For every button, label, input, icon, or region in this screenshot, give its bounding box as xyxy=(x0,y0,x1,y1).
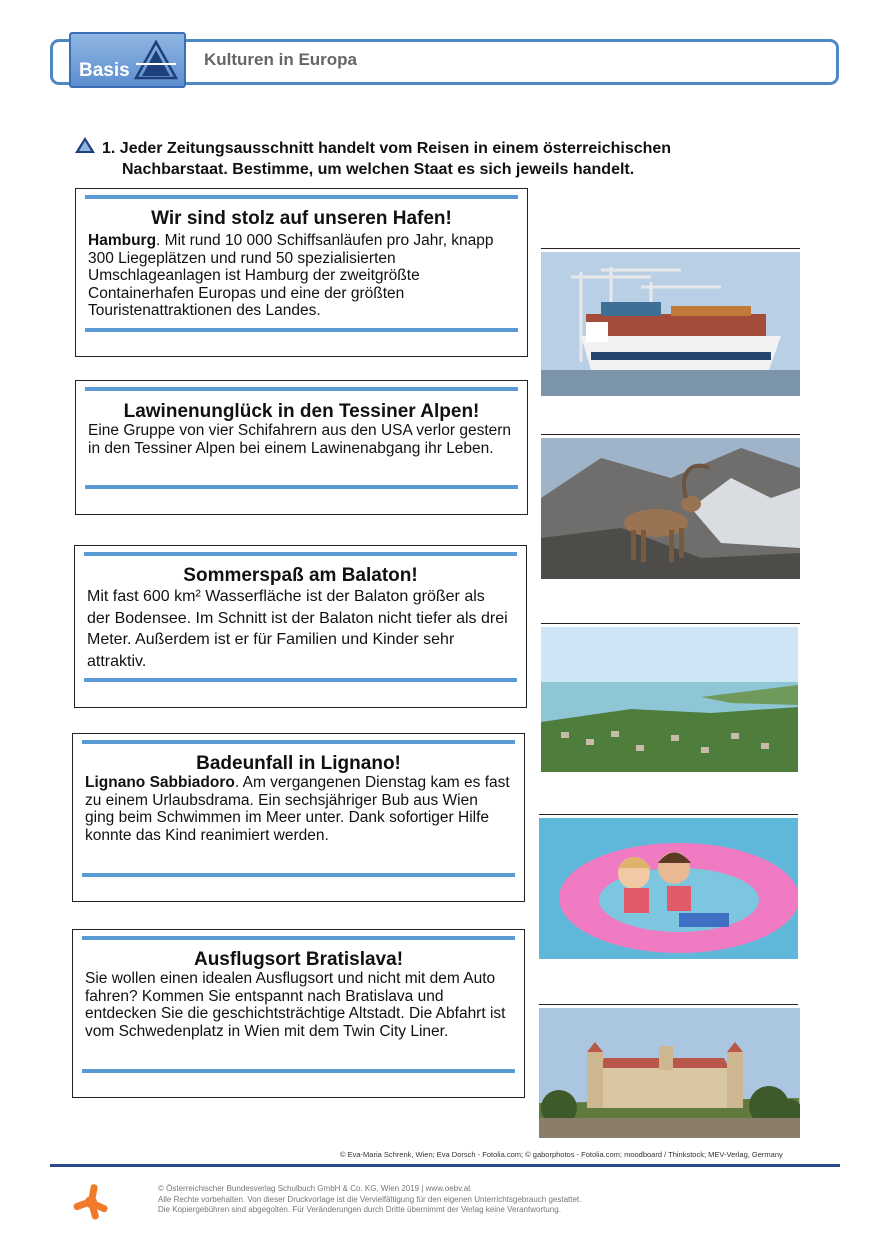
ibex-photo xyxy=(541,438,800,579)
basis-badge xyxy=(69,32,186,88)
article-headline: Badeunfall in Lignano! xyxy=(196,753,401,774)
answer-line xyxy=(539,814,798,815)
article-top-bar xyxy=(85,195,518,199)
article-bottom-bar xyxy=(85,485,518,489)
answer-line xyxy=(541,434,800,435)
article-bottom-bar xyxy=(82,873,515,877)
photo-credits: © Eva-Maria Schrenk, Wien; Eva Dorsch - Fotolia.com; © gaborphotos - Fotolia.com; moodboard / Thinkstock; MEV-Verlag, Germany xyxy=(340,1150,783,1159)
footer-rights: Alle Rechte vorbehalten. Von dieser Druckvorlage ist die Vervielfältigung für den eigenen Unterrichtsgebrauch gestattet. xyxy=(158,1194,582,1204)
page-title: Kulturen in Europa xyxy=(204,50,357,69)
container-ship-photo xyxy=(541,252,800,396)
article-body: Lignano Sabbiadoro. Am vergangenen Dienstag kam es fast zu einem Urlaubsdrama. Ein sechsjähriger Bub aus Wien ging beim Schwimmen im Meer unter. Dank sofortiger Hilfe konnte das Kind reanimiert werden. xyxy=(85,774,510,844)
basis-label: Basis xyxy=(79,60,130,81)
article-bottom-bar xyxy=(85,328,518,332)
article-top-bar xyxy=(82,936,515,940)
article-bottom-bar xyxy=(82,1069,515,1073)
article-headline: Lawinenunglück in den Tessiner Alpen! xyxy=(123,401,480,422)
task-line-2: Nachbarstaat. Bestimme, um welchen Staat es sich jeweils handelt. xyxy=(122,161,635,178)
task-number: 1. xyxy=(102,140,116,157)
article-body: Mit fast 600 km² Wasserfläche ist der Balaton größer als der Bodensee. Im Schnitt ist der Balaton nicht tiefer als drei Meter. Außerdem ist er für Familien und Kinder sehr attraktiv. xyxy=(87,588,508,670)
footer-line xyxy=(50,1164,840,1167)
article-tessin xyxy=(75,380,528,515)
answer-line xyxy=(539,1004,798,1005)
article-lead: Lignano Sabbiadoro xyxy=(85,774,235,791)
article-body: Hamburg. Mit rund 10 000 Schiffsanläufen pro Jahr, knapp 300 Liegeplätzen und rund 50 spezialisierten Umschlageanlagen ist Hamburg der zweitgrößte Containerhafen Europas und eine der größten Touristenattraktionen des Landes. xyxy=(88,232,494,319)
task-instruction xyxy=(102,138,802,180)
footer-copyright: © Österreichischer Bundesverlag Schulbuch GmbH & Co. KG, Wien 2019 | www.oebv.at xyxy=(158,1184,471,1193)
level-triangle-icon xyxy=(74,136,96,154)
pool-children-photo xyxy=(539,818,798,959)
article-top-bar xyxy=(82,740,515,744)
article-hamburg xyxy=(75,188,528,357)
footer-text xyxy=(158,1184,581,1216)
balaton-lake-photo xyxy=(541,627,798,772)
publisher-logo-icon xyxy=(72,1183,110,1221)
article-top-bar xyxy=(84,552,517,556)
article-top-bar xyxy=(85,387,518,391)
article-balaton xyxy=(74,545,527,708)
level-triangle-icon xyxy=(134,40,178,80)
task-line-1: Jeder Zeitungsausschnitt handelt vom Reisen in einem österreichischen xyxy=(119,140,672,157)
article-headline: Sommerspaß am Balaton! xyxy=(183,565,418,586)
footer-fees: Die Kopiergebühren sind abgegolten. Für Veränderungen durch Dritte übernimmt der Verlag keine Verantwortung. xyxy=(158,1205,561,1214)
article-bottom-bar xyxy=(84,678,517,682)
article-headline: Wir sind stolz auf unseren Hafen! xyxy=(151,208,452,229)
article-lignano xyxy=(72,733,525,902)
article-headline: Ausflugsort Bratislava! xyxy=(193,949,404,970)
answer-line xyxy=(541,623,800,624)
article-lead: Hamburg xyxy=(88,232,157,249)
bratislava-castle-photo xyxy=(539,1008,800,1138)
article-bratislava xyxy=(72,929,525,1098)
article-body: Sie wollen einen idealen Ausflugsort und nicht mit dem Auto fahren? Kommen Sie entspannt nach Bratislava und entdecken Sie die geschichtsträchtige Altstadt. Die Abfahrt ist vom Schwedenplatz in Wien mit dem Twin City Liner. xyxy=(85,970,506,1040)
article-body: Eine Gruppe von vier Schifahrern aus den USA verlor gestern in den Tessiner Alpen bei einem Lawinenabgang ihr Leben. xyxy=(88,422,512,457)
answer-line xyxy=(541,248,800,249)
